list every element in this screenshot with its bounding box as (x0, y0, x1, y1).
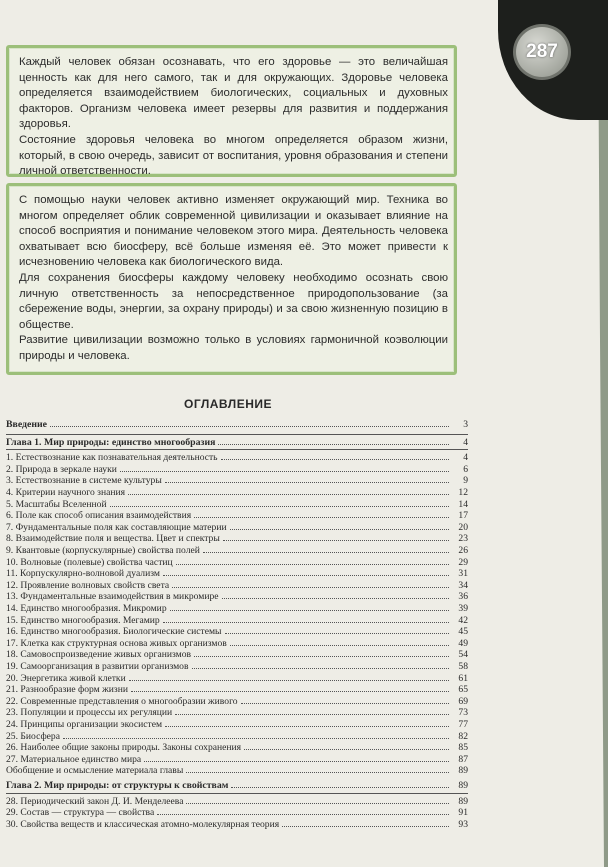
toc-leader-dots (110, 498, 449, 507)
toc-leader-dots (186, 795, 449, 804)
toc-entry-page: 49 (458, 637, 468, 649)
toc-entry-page: 6 (463, 463, 468, 475)
toc-entry-label: 9. Квантовые (корпускулярные) свойства полей (6, 545, 200, 556)
toc-entry-page: 45 (458, 626, 468, 638)
toc-entry-page: 65 (458, 684, 468, 696)
toc-entry-label: 30. Свойства веществ и классическая атомно-молекулярная теория (6, 818, 280, 830)
toc-leader-dots (241, 695, 449, 704)
toc-entry[interactable] (6, 556, 468, 568)
toc-entry-label: Обобщение и осмысление материала главы (6, 765, 184, 777)
toc-leader-dots (63, 730, 449, 739)
toc-entry-label: 19. Самоорганизация в развитии организмов (6, 661, 189, 672)
toc-entry-page: 4 (463, 452, 468, 464)
toc-leader-dots (144, 753, 449, 762)
toc-entry-page: 39 (458, 603, 468, 614)
toc-entry[interactable] (6, 637, 468, 649)
toc-entry-page: 29 (458, 556, 468, 568)
toc-entry-label: 6. Поле как способ описания взаимодействия (6, 510, 192, 522)
toc-entry-page: 12 (458, 487, 468, 498)
toc-entry-label: 5. Масштабы Вселенной (6, 498, 107, 510)
toc-entry[interactable] (6, 779, 468, 791)
toc-entry[interactable] (6, 602, 468, 614)
toc-entry[interactable] (6, 474, 468, 486)
toc-entry-page: 36 (458, 591, 468, 603)
toc-leader-dots (282, 818, 449, 827)
toc-leader-dots (170, 602, 449, 611)
toc-leader-dots (218, 436, 449, 445)
toc-leader-dots (176, 556, 449, 565)
toc-entry-label: 4. Критерии научного знания (6, 487, 126, 498)
box2-paragraph: Развитие цивилизации возможно только в условиях гармоничной коэволюции природы и человека. (19, 334, 448, 362)
toc-entry[interactable] (6, 806, 468, 818)
toc-entry[interactable] (6, 625, 468, 637)
toc-entry-page: 14 (458, 498, 468, 510)
toc-entry-label: 27. Материальное единство мира (6, 753, 142, 765)
box2-paragraph: С помощью науки человек активно изменяет окружающий мир. Техника во многом определяет облик современной цивилизации и оказывает влияние на способ восприятия и понимание человеком этого мира. Деятельность человека охватывает всю биосферу, всё больше изменяя её. Это может привести к исчезновению человека как биологического вида. (19, 194, 448, 269)
toc-leader-dots (131, 683, 449, 692)
box1-paragraph: Каждый человек обязан осознавать, что его здоровье — это величайшая ценность как для него самого, так и для окружающих. Здоровье человека определяется взаимодействием биологических, социальных и духовных факторов. Организм человека имеет резервы для развития и поддержания здоровья. (19, 56, 448, 131)
toc-leader-dots (221, 451, 449, 460)
toc-leader-dots (192, 660, 449, 669)
toc-leader-dots (129, 672, 449, 681)
toc-entry[interactable] (6, 683, 468, 695)
toc-entry-label: Глава 1. Мир природы: единство многообразия (6, 436, 216, 448)
toc-entry-label: 28. Периодический закон Д. И. Менделеева (6, 795, 184, 807)
toc-separator (6, 449, 468, 450)
toc-entry-page: 58 (458, 661, 468, 672)
toc-entry-label: 13. Фундаментальные взаимодействия в микромире (6, 591, 219, 603)
toc-entry-page: 91 (458, 807, 468, 819)
toc-entry-page: 87 (458, 753, 468, 765)
toc-entry[interactable] (6, 672, 468, 684)
summary-box-science (6, 183, 457, 375)
toc-entry-page: 20 (458, 521, 468, 533)
toc-entry-page: 82 (458, 730, 468, 742)
toc-entry-page: 89 (458, 795, 468, 807)
toc-entry-label: 29. Состав — структура — свойства (6, 807, 155, 819)
toc-entry-page: 34 (458, 579, 468, 591)
toc-entry-page: 77 (458, 719, 468, 730)
toc-entry-label: 11. Корпускулярно-волновой дуализм (6, 568, 160, 580)
toc-leader-dots (203, 544, 449, 553)
toc-entry-label: 15. Единство многообразия. Мегамир (6, 614, 160, 626)
toc-entry[interactable] (6, 463, 468, 475)
toc-entry-page: 61 (458, 672, 468, 684)
toc-entry-page: 73 (458, 707, 468, 719)
toc-leader-dots (163, 567, 449, 576)
toc-entry-label: 25. Биосфера (6, 730, 60, 742)
toc-leader-dots (230, 637, 449, 646)
toc-entry-page: 89 (458, 780, 468, 791)
toc-entry-label: 16. Единство многообразия. Биологические системы (6, 626, 222, 638)
toc-leader-dots (128, 486, 449, 495)
toc-leader-dots (223, 532, 449, 541)
toc-leader-dots (50, 418, 449, 427)
toc-separator (6, 434, 468, 435)
toc-entry-page: 85 (458, 742, 468, 754)
box1-paragraph: Состояние здоровья человека во многом определяется образом жизни, который, в свою очередь, зависит от воспитания, уровня образования и степени личной ответственности. (19, 133, 448, 178)
toc-leader-dots (222, 590, 449, 599)
toc-entry-label: 18. Самовоспроизведение живых организмов (6, 649, 192, 661)
toc-entry-page: 4 (463, 436, 468, 448)
toc-leader-dots (175, 706, 449, 715)
toc-entry-page: 42 (458, 614, 468, 626)
toc-entry[interactable] (6, 660, 468, 672)
toc-entry-label: 7. Фундаментальные поля как составляющие материи (6, 521, 227, 533)
toc-entry-label: 17. Клетка как структурная основа живых организмов (6, 637, 227, 649)
toc-entry[interactable] (6, 706, 468, 718)
toc-leader-dots (186, 764, 449, 773)
box2-paragraph: Для сохранения биосферы каждому человеку необходимо осознать свою личную ответственность за непосредственное природопользование (за сбережение воды, энергии, за охрану природы) и за свою жизненную позицию в обществе. (19, 271, 448, 331)
toc-entry-label: 3. Естествознание в системе культуры (6, 475, 162, 487)
toc-entry-label: 21. Разнообразие форм жизни (6, 684, 128, 696)
toc-leader-dots (157, 806, 449, 815)
toc-entry-label: 20. Энергетика живой клетки (6, 672, 126, 684)
toc-separator (6, 793, 468, 794)
toc-entry[interactable] (6, 695, 468, 707)
toc-leader-dots (172, 579, 449, 588)
toc-entry-label: 14. Единство многообразия. Микромир (6, 603, 167, 614)
toc-entry[interactable] (6, 753, 468, 765)
toc-entry-label: 23. Популяции и процессы их регуляции (6, 707, 173, 719)
toc-entry[interactable] (6, 532, 468, 544)
toc-entry[interactable] (6, 509, 468, 521)
toc-entry-page: 3 (463, 419, 468, 430)
toc-entry[interactable] (6, 451, 468, 463)
toc-entry[interactable] (6, 648, 468, 660)
toc-leader-dots (163, 614, 449, 623)
toc-leader-dots (244, 741, 449, 750)
toc-entry-page: 54 (458, 649, 468, 661)
toc-entry[interactable] (6, 764, 468, 776)
toc-entry-page: 23 (458, 533, 468, 545)
toc-entry[interactable] (6, 795, 468, 807)
toc-entry-label: 1. Естествознание как познавательная деятельность (6, 452, 218, 464)
toc-entry[interactable] (6, 418, 468, 430)
toc-entry[interactable] (6, 436, 468, 448)
toc-entry[interactable] (6, 544, 468, 556)
page-number-badge: 287 (513, 24, 571, 80)
toc-entry-label: 10. Волновые (полевые) свойства частиц (6, 556, 173, 568)
toc-entry[interactable] (6, 498, 468, 510)
toc-entry[interactable] (6, 614, 468, 626)
toc-entry-page: 93 (458, 818, 468, 830)
toc-entry-label: 2. Природа в зеркале науки (6, 463, 117, 475)
toc-entry-page: 17 (458, 510, 468, 522)
toc-entry-label: 8. Взаимодействие поля и вещества. Цвет и спектры (6, 533, 220, 545)
toc-leader-dots (165, 718, 449, 727)
toc-leader-dots (194, 509, 449, 518)
toc-leader-dots (230, 521, 449, 530)
toc-leader-dots (165, 474, 449, 483)
toc-entry-page: 9 (463, 475, 468, 487)
toc-entry[interactable] (6, 730, 468, 742)
toc-entry-label: 26. Наиболее общие законы природы. Законы сохранения (6, 742, 242, 754)
toc-entry[interactable] (6, 521, 468, 533)
summary-box-health (6, 45, 457, 177)
toc-entry-label: Введение (6, 419, 47, 430)
toc-entry[interactable] (6, 486, 468, 498)
toc-heading: ОГЛАВЛЕНИЕ (183, 397, 272, 411)
toc-entry[interactable] (6, 718, 468, 730)
toc-entry-page: 89 (458, 765, 468, 777)
toc-leader-dots (120, 463, 449, 472)
toc-entry-label: 24. Принципы организации экосистем (6, 719, 163, 730)
toc-entry-page: 31 (458, 568, 468, 580)
toc-entry-label: 22. Современные представления о многообразии живого (6, 695, 238, 707)
toc-leader-dots (231, 779, 449, 788)
toc-entry[interactable] (6, 818, 468, 830)
toc-entry[interactable] (6, 567, 468, 579)
toc-entry-page: 69 (458, 695, 468, 707)
toc-entry-label: Глава 2. Мир природы: от структуры к свойствам (6, 780, 229, 791)
toc-entry[interactable] (6, 579, 468, 591)
toc-entry[interactable] (6, 590, 468, 602)
toc-entry-page: 26 (458, 545, 468, 556)
toc-leader-dots (194, 648, 449, 657)
toc-entry[interactable] (6, 741, 468, 753)
toc-entry-label: 12. Проявление волновых свойств света (6, 579, 170, 591)
toc-leader-dots (225, 625, 450, 634)
